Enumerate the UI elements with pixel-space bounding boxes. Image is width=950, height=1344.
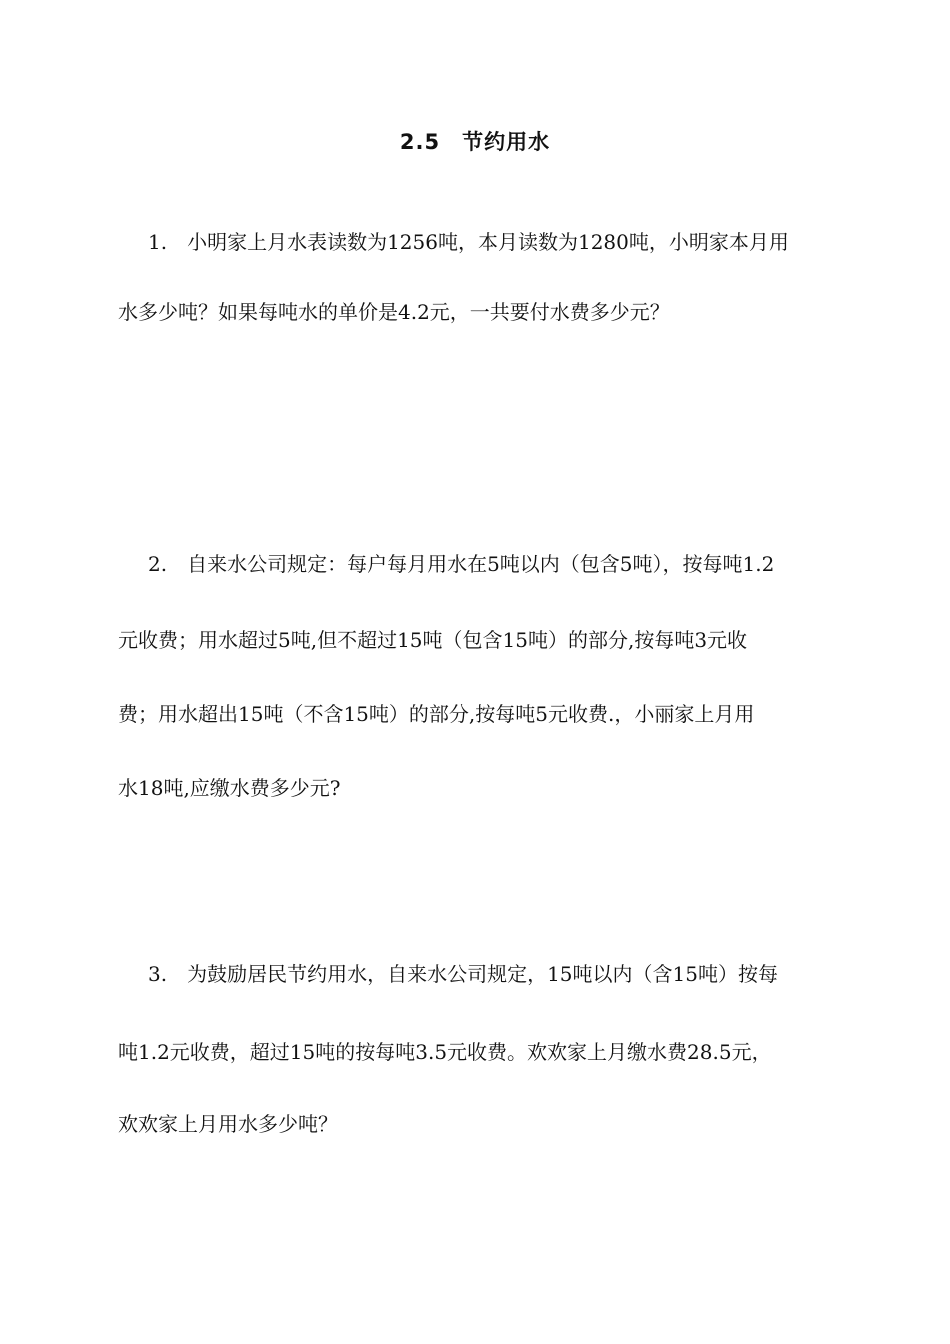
- question-3-line-3: 欢欢家上月用水多少吨？: [118, 1112, 338, 1136]
- question-3-line-1: 3. 为鼓励居民节约用水，自来水公司规定，15吨以内（含15吨）按每: [148, 962, 778, 986]
- question-3-line-2: 吨1.2元收费，超过15吨的按每吨3.5元收费。欢欢家上月缴水费28.5元，: [118, 1040, 772, 1064]
- page-title: 2.5 节约用水: [399, 130, 551, 154]
- question-2-line-3: 费；用水超出15吨（不含15吨）的部分,按每吨5元收费.，小丽家上月用: [118, 702, 755, 726]
- question-2-line-1: 2. 自来水公司规定：每户每月用水在5吨以内（包含5吨），按每吨1.2: [148, 552, 775, 576]
- question-1-line-1: 1. 小明家上月水表读数为1256吨，本月读数为1280吨，小明家本月用: [148, 230, 789, 254]
- question-2-line-4: 水18吨,应缴水费多少元?: [118, 776, 341, 800]
- question-2-line-2: 元收费；用水超过5吨,但不超过15吨（包含15吨）的部分,按每吨3元收: [118, 628, 748, 652]
- question-1-line-2: 水多少吨？如果每吨水的单价是4.2元，一共要付水费多少元？: [118, 300, 670, 324]
